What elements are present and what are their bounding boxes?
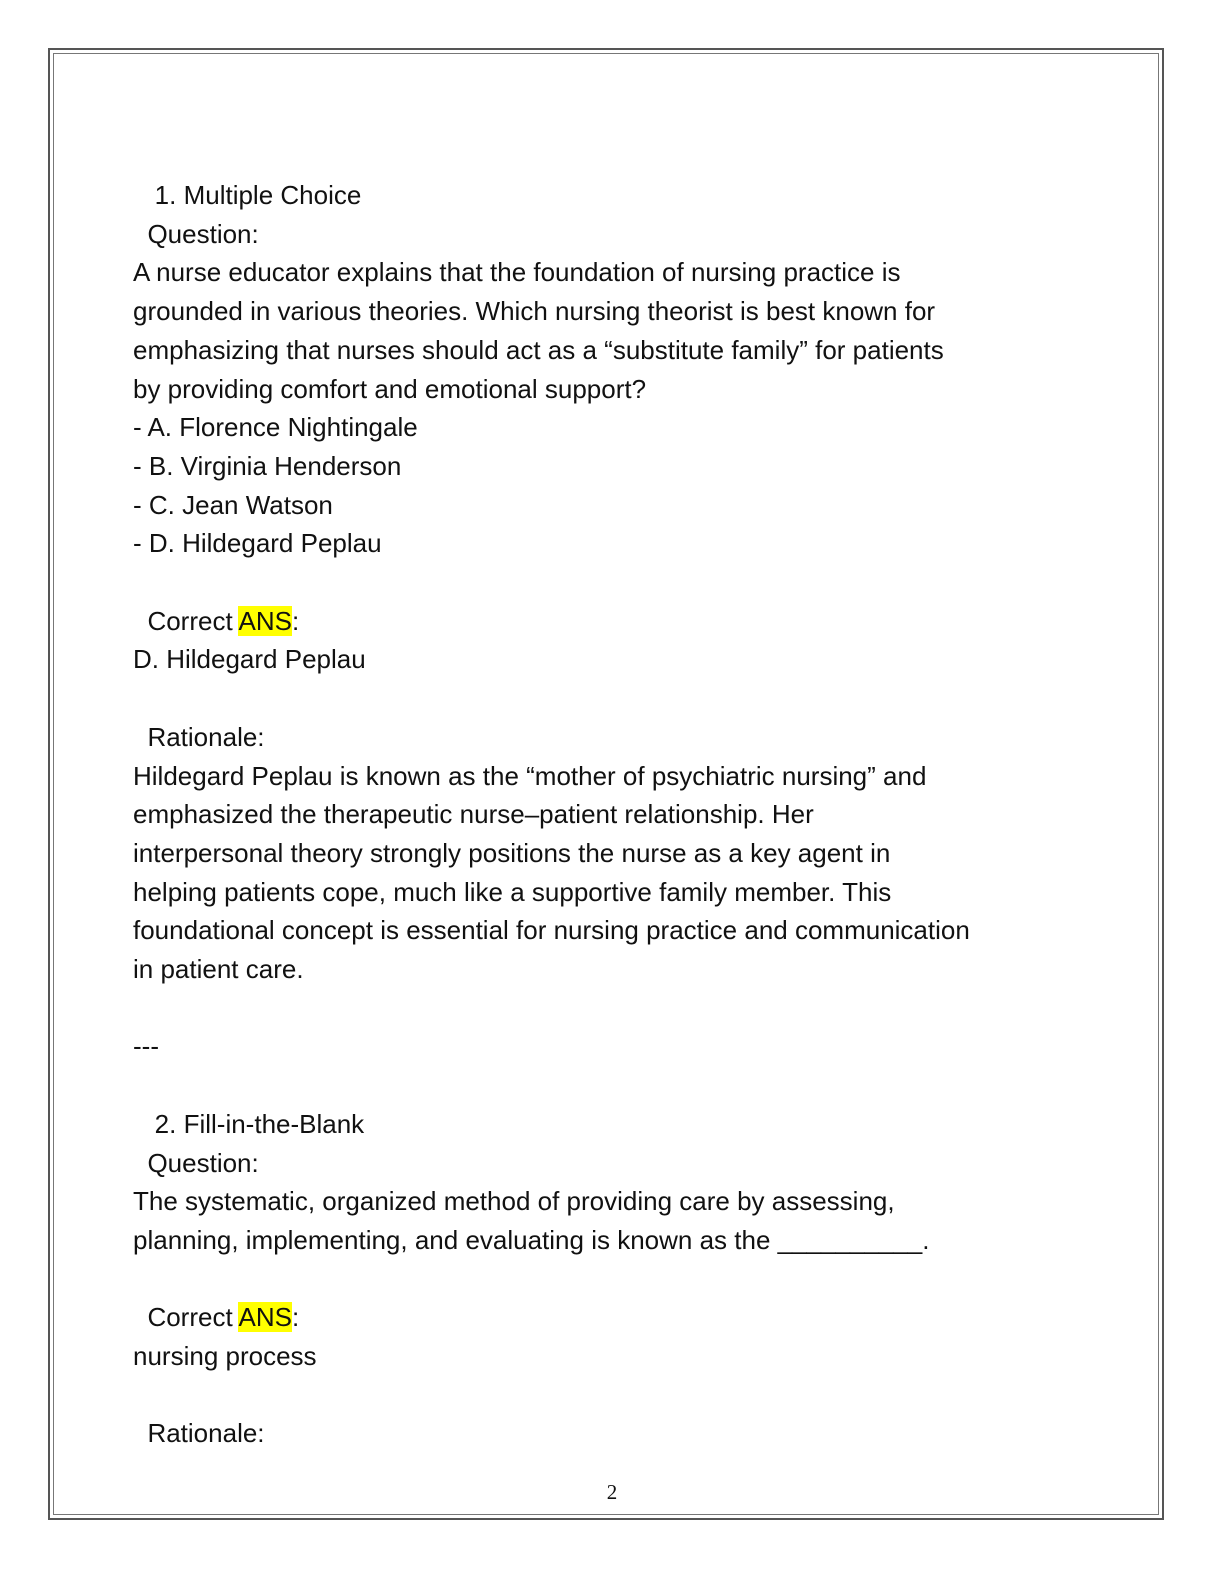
q2-answer-suffix: : bbox=[291, 1302, 300, 1333]
q1-option-d: - D. Hildegard Peplau bbox=[133, 528, 382, 559]
q2-question-line: planning, implementing, and evaluating is known as the __________. bbox=[133, 1224, 930, 1255]
q1-question-line: A nurse educator explains that the foundation of nursing practice is bbox=[133, 257, 901, 288]
page-number: 2 bbox=[606, 1480, 618, 1504]
q1-rationale-line: Hildegard Peplau is known as the “mother of psychiatric nursing” and bbox=[133, 760, 927, 791]
blank-line bbox=[133, 1260, 1093, 1299]
q1-question-line: by providing comfort and emotional support? bbox=[133, 373, 647, 404]
q1-rationale-line: helping patients cope, much like a supportive family member. This bbox=[133, 876, 892, 907]
q1-answer-prefix: Correct bbox=[133, 605, 239, 636]
document-body bbox=[133, 176, 1093, 1453]
blank-line bbox=[133, 1376, 1093, 1415]
q1-answer: D. Hildegard Peplau bbox=[133, 644, 366, 675]
q1-option-b: - B. Virginia Henderson bbox=[133, 450, 402, 481]
q1-option-c: - C. Jean Watson bbox=[133, 489, 333, 520]
q2-rationale-label: Rationale: bbox=[133, 1418, 265, 1449]
blank-line bbox=[133, 563, 1093, 602]
q2-answer-highlight: ANS bbox=[238, 1302, 292, 1333]
q2-answer-label bbox=[133, 1298, 1093, 1337]
q1-question-line: emphasizing that nurses should act as a “substitute family” for patients bbox=[133, 334, 944, 365]
q1-question-line: grounded in various theories. Which nursing theorist is best known for bbox=[133, 296, 936, 327]
blank-line bbox=[133, 989, 1093, 1028]
q1-answer-highlight: ANS bbox=[238, 605, 292, 636]
section-separator: --- bbox=[133, 1031, 159, 1062]
q1-rationale-line: foundational concept is essential for nursing practice and communication bbox=[133, 915, 970, 946]
q1-answer-label bbox=[133, 602, 1093, 641]
q2-heading: 2. Fill-in-the-Blank bbox=[133, 1108, 365, 1139]
q2-question-label: Question: bbox=[133, 1147, 259, 1178]
q1-rationale-label: Rationale: bbox=[133, 721, 265, 752]
q1-question-label: Question: bbox=[133, 218, 259, 249]
q1-rationale-line: emphasized the therapeutic nurse–patient relationship. Her bbox=[133, 799, 814, 830]
q1-answer-suffix: : bbox=[291, 605, 300, 636]
q1-rationale-line: interpersonal theory strongly positions the nurse as a key agent in bbox=[133, 837, 891, 868]
q1-option-a: - A. Florence Nightingale bbox=[133, 412, 418, 443]
q2-answer: nursing process bbox=[133, 1341, 317, 1372]
q2-answer-prefix: Correct bbox=[133, 1302, 239, 1333]
q1-rationale-line: in patient care. bbox=[133, 954, 304, 985]
q1-heading: 1. Multiple Choice bbox=[133, 180, 362, 210]
blank-line bbox=[133, 1066, 1093, 1105]
blank-line bbox=[133, 679, 1093, 718]
q2-question-line: The systematic, organized method of providing care by assessing, bbox=[133, 1186, 895, 1217]
